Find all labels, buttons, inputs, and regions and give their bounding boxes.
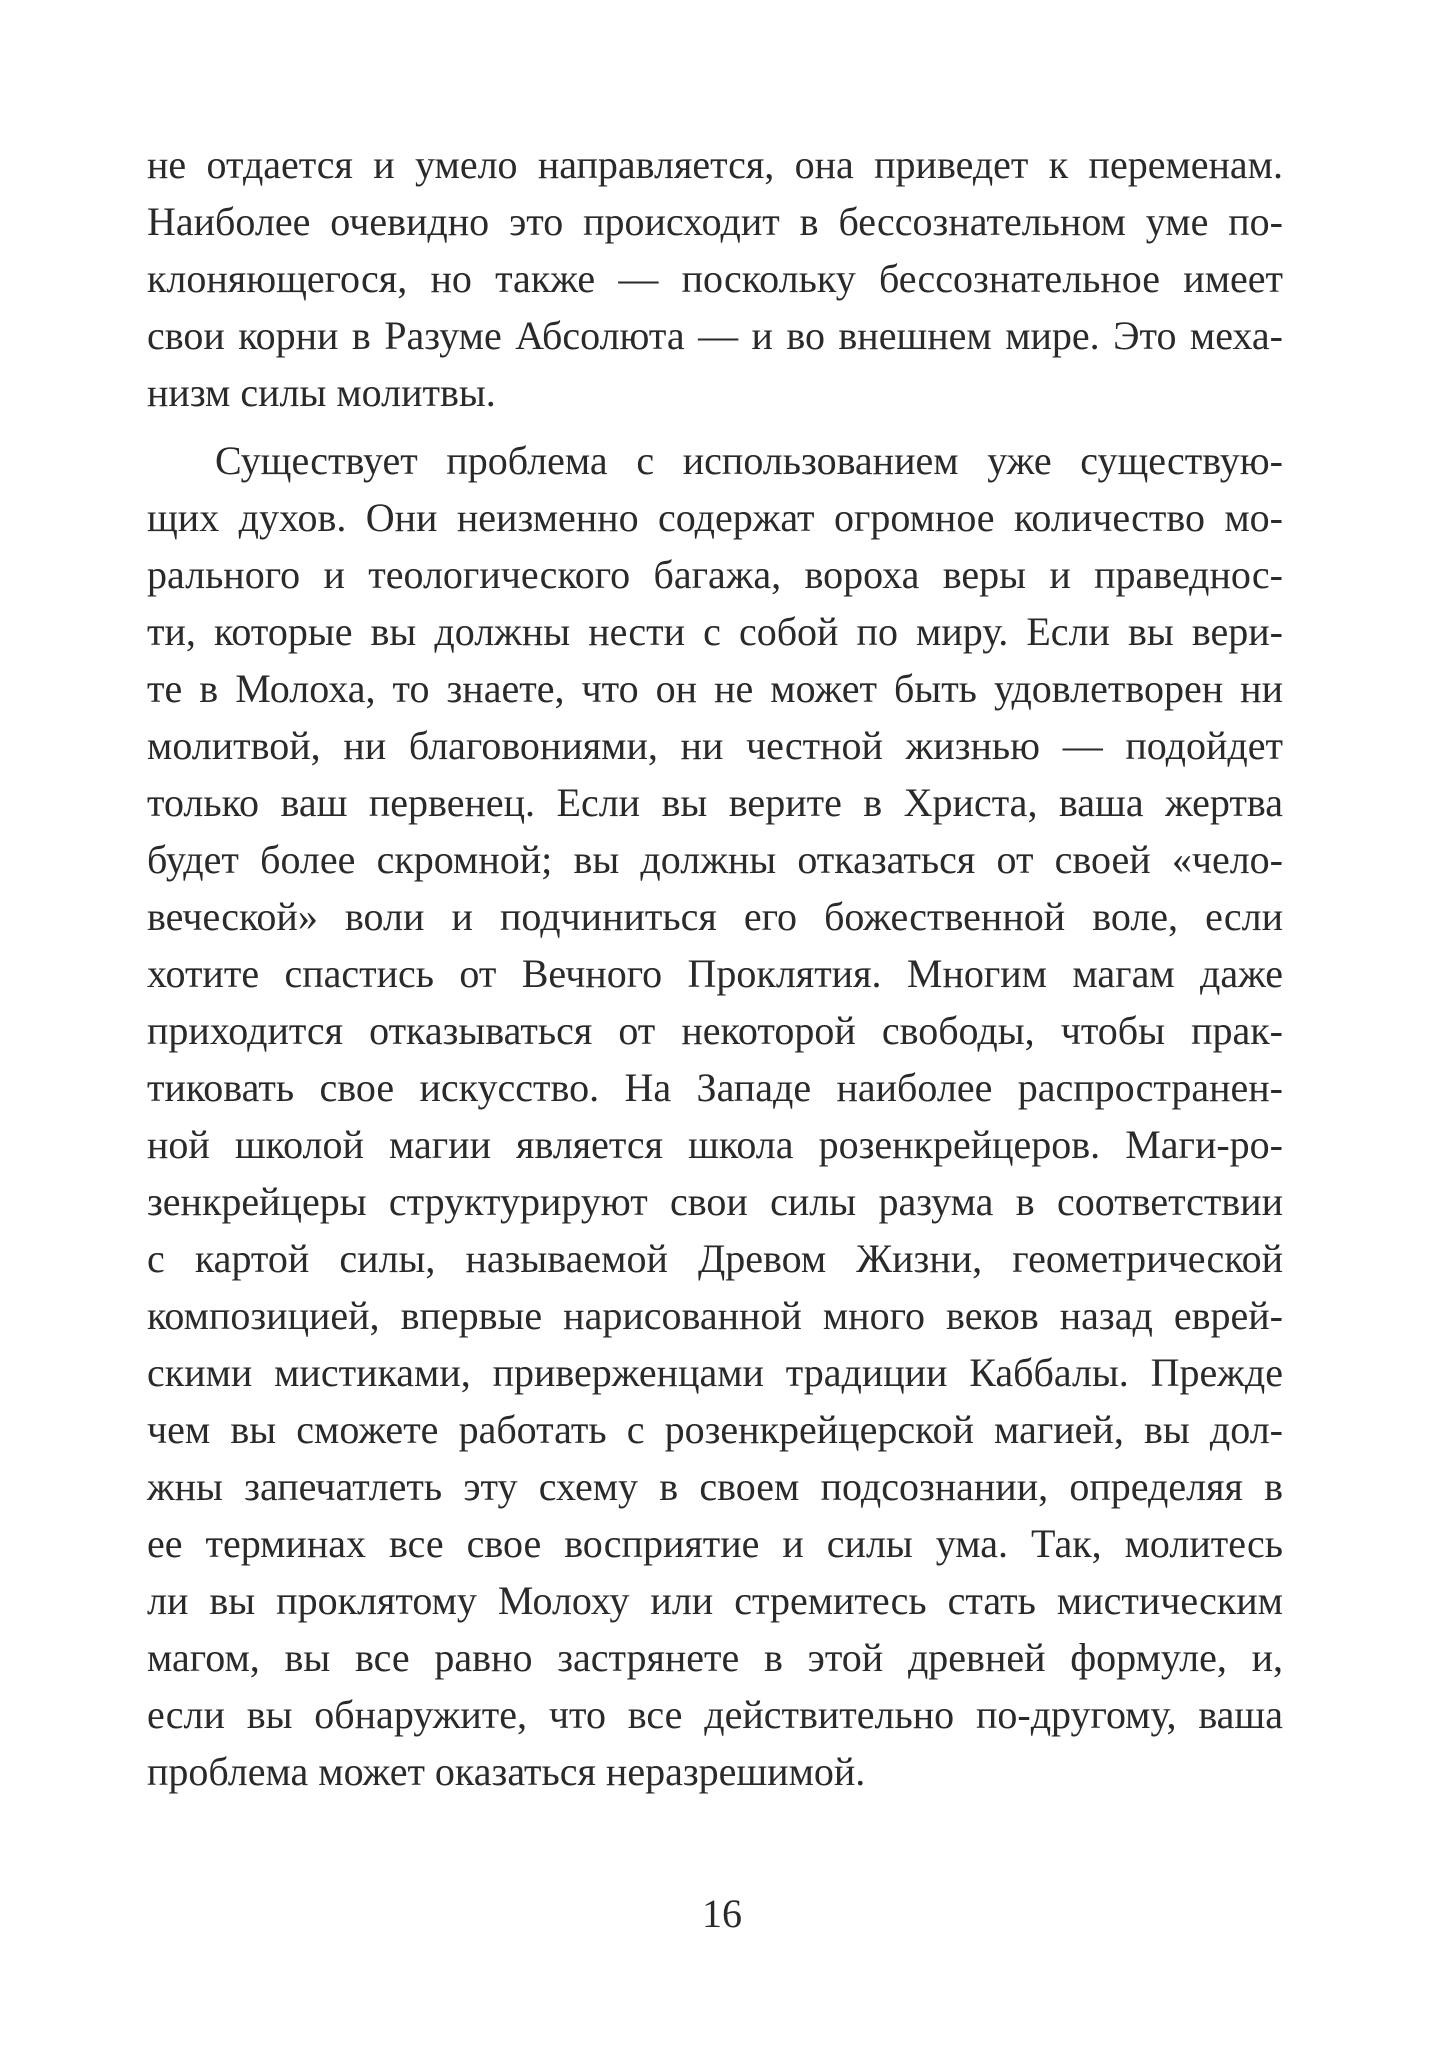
text-line: только ваш первенец. Если вы верите в Христа, ваша жертва xyxy=(147,780,1283,825)
text-line: ной школой магии является школа розенкрейцеров. Маги-ро- xyxy=(147,1122,1283,1167)
text-line: хотите спастись от Вечного Проклятия. Многим магам даже xyxy=(147,951,1283,996)
text-line: низм силы молитвы. xyxy=(147,370,496,415)
text-line: композицией, впервые нарисованной много веков назад еврей- xyxy=(147,1293,1283,1338)
page-number: 16 xyxy=(702,1891,742,1936)
text-line: если вы обнаружите, что все действительно по-другому, ваша xyxy=(147,1692,1283,1737)
text-line: веческой» воли и подчиниться его божественной воле, если xyxy=(147,894,1283,939)
text-line: рального и теологического багажа, вороха веры и праведнос- xyxy=(147,552,1283,597)
paragraph-1 xyxy=(147,136,1283,421)
text-line: тиковать свое искусство. На Западе наиболее распространен- xyxy=(147,1065,1283,1110)
body-text xyxy=(147,136,1283,1800)
text-line: с картой силы, называемой Древом Жизни, геометрической xyxy=(147,1236,1283,1281)
text-line: проблема может оказаться неразрешимой. xyxy=(147,1749,866,1794)
paragraph-2 xyxy=(147,432,1283,1800)
text-line: чем вы сможете работать с розенкрейцерской магией, вы дол- xyxy=(147,1407,1283,1452)
text-line: те в Молоха, то знаете, что он не может быть удовлетворен ни xyxy=(147,666,1283,711)
text-line: магом, вы все равно застрянете в этой древней формуле, и, xyxy=(147,1635,1283,1680)
text-line: молитвой, ни благовониями, ни честной жизнью — подойдет xyxy=(147,723,1283,768)
text-line: ли вы проклятому Молоху или стремитесь стать мистическим xyxy=(147,1578,1283,1623)
text-line: не отдается и умело направляется, она приведет к переменам. xyxy=(147,142,1283,187)
text-line: зенкрейцеры структурируют свои силы разума в соответствии xyxy=(147,1179,1283,1224)
text-line: жны запечатлеть эту схему в своем подсознании, определяя в xyxy=(147,1464,1283,1509)
text-line: клоняющегося, но также — поскольку бессознательное имеет xyxy=(147,256,1283,301)
text-line: скими мистиками, приверженцами традиции Каббалы. Прежде xyxy=(147,1350,1283,1395)
text-line: ти, которые вы должны нести с собой по миру. Если вы вери- xyxy=(147,609,1283,654)
text-line: приходится отказываться от некоторой свободы, чтобы прак- xyxy=(147,1008,1283,1053)
text-line: свои корни в Разуме Абсолюта — и во внешнем мире. Это меха- xyxy=(147,313,1283,358)
text-line: ее терминах все свое восприятие и силы ума. Так, молитесь xyxy=(147,1521,1283,1566)
text-line: Наиболее очевидно это происходит в бессознательном уме по- xyxy=(147,199,1283,244)
text-line: Существует проблема с использованием уже существую- xyxy=(215,438,1283,483)
text-line: щих духов. Они неизменно содержат огромное количество мо- xyxy=(147,495,1283,540)
paragraph-spacer xyxy=(147,421,1283,432)
text-line: будет более скромной; вы должны отказаться от своей «чело- xyxy=(147,837,1283,882)
